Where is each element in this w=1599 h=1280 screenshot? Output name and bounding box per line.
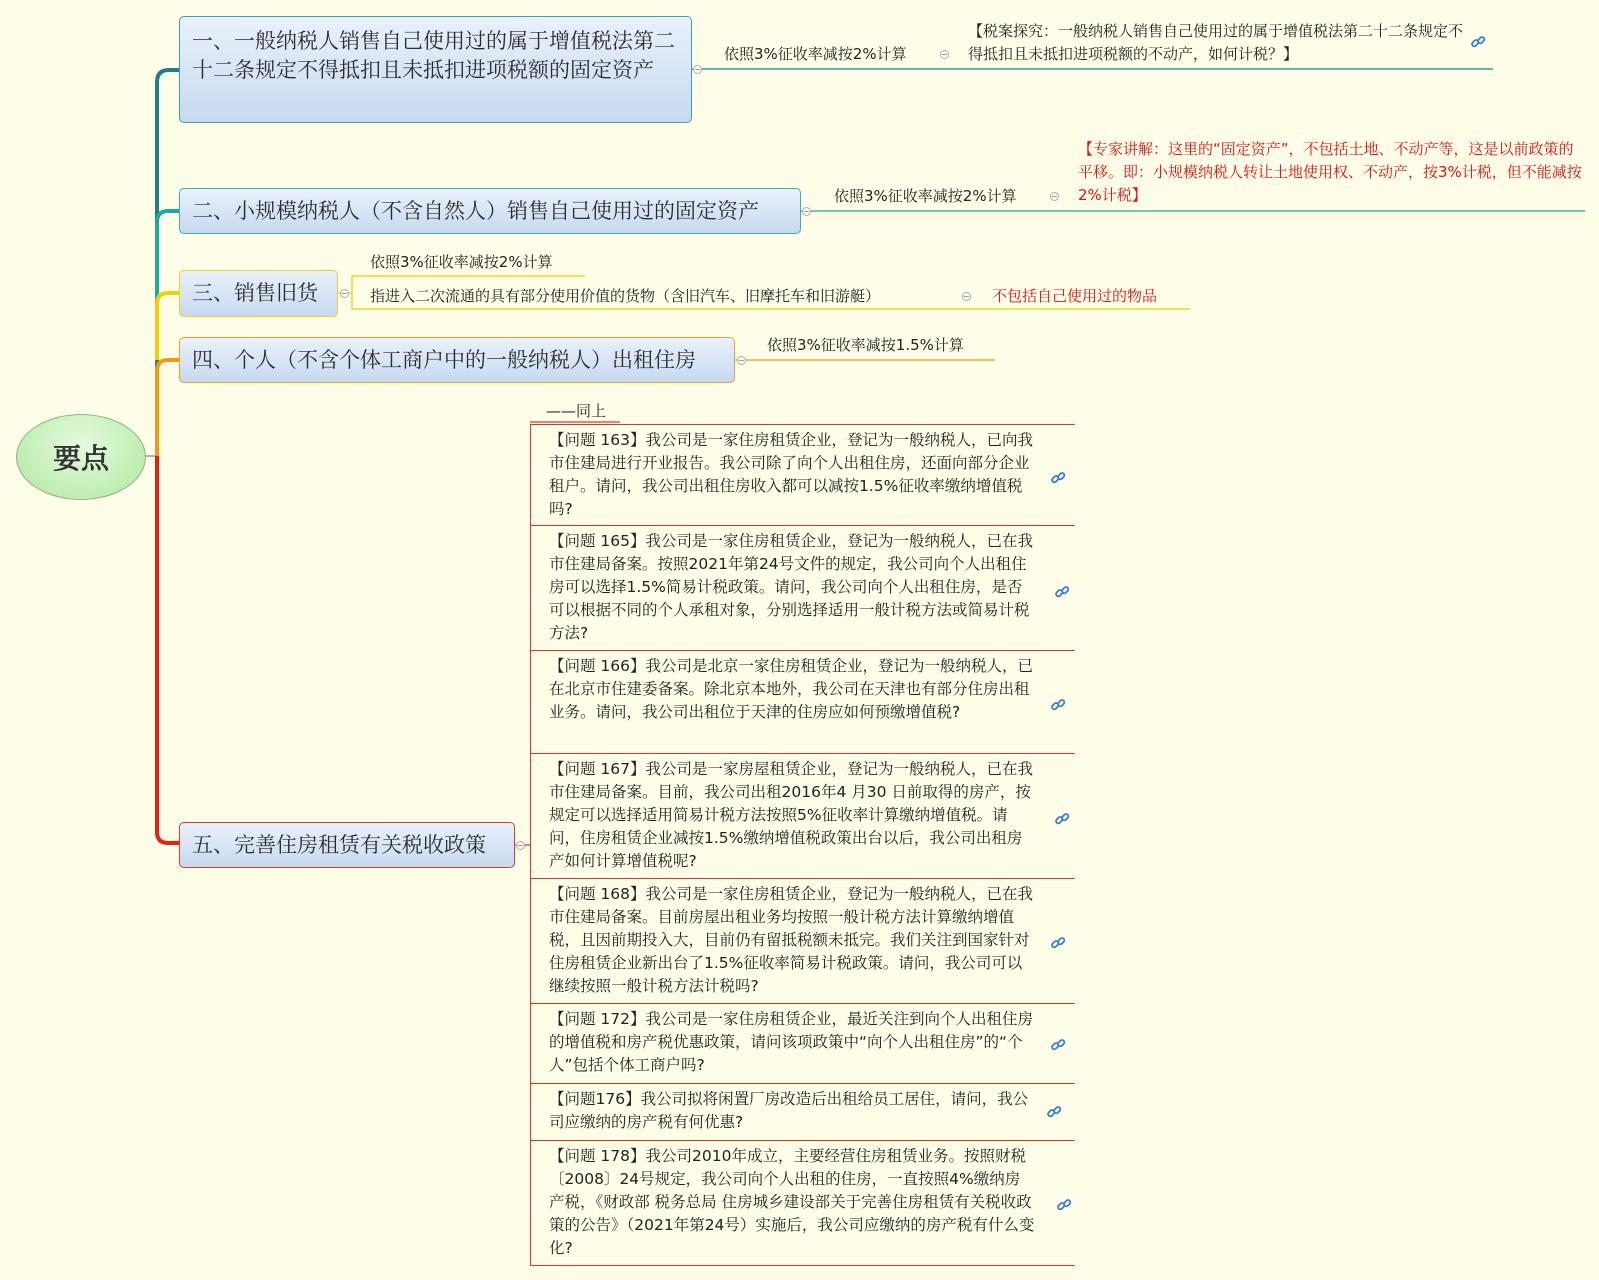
collapse-toggle-icon[interactable] xyxy=(940,50,949,59)
topic-2-node[interactable] xyxy=(179,188,801,234)
question-text: 【问题 167】我公司是一家房屋租赁企业，登记为一般纳税人，已在我市住建局备案。目前，我公司出租2016年4 月30 日前取得的房产，按规定可以选择适用简易计税方法按照5%征收率计算缴纳增值税。请问，住房租赁企业减按1.5%缴纳增值税政策出台以后，我公司出租房产如何计算增值税呢? xyxy=(549,760,1034,870)
link-icon[interactable] xyxy=(1470,34,1486,50)
question-text: 【问题 166】我公司是北京一家住房租赁企业，登记为一般纳税人，已在北京市住建委备案。除北京本地外，我公司在天津也有部分住房出租业务。请问，我公司出租位于天津的住房应如何预缴增值税? xyxy=(549,657,1034,721)
link-icon[interactable] xyxy=(1056,1197,1072,1213)
root-label: 要点 xyxy=(52,442,109,475)
topic-1-node[interactable] xyxy=(179,16,692,123)
link-icon[interactable] xyxy=(1050,1037,1066,1053)
question-167[interactable] xyxy=(530,754,1075,879)
root-node[interactable] xyxy=(16,414,146,500)
collapse-toggle-icon[interactable] xyxy=(516,841,525,850)
question-text: 【问题176】我公司拟将闲置厂房改造后出租给员工居住，请问，我公司应缴纳的房产税有何优惠? xyxy=(549,1090,1029,1131)
link-icon[interactable] xyxy=(1054,584,1070,600)
topic-4-label: 四、个人（不含个体工商户中的一般纳税人）出租住房 xyxy=(192,347,696,372)
question-text: 【问题 172】我公司是一家住房租赁企业，最近关注到向个人出租住房的增值税和房产税优惠政策，请问该项政策中“向个人出租住房”的“个人”包括个体工商户吗? xyxy=(549,1010,1034,1074)
topic-3-child-exclusion[interactable]: 不包括自己使用过的物品 xyxy=(992,287,1158,305)
topic-1-child-case-study[interactable]: 【税案探究：一般纳税人销售自己使用过的属于增值税法第二十二条规定不得抵扣且未抵扣进项税额的不动产，如何计税？】 xyxy=(968,22,1464,63)
topic-4-node[interactable] xyxy=(179,337,735,383)
link-icon[interactable] xyxy=(1050,470,1066,486)
question-text: 【问题 168】我公司是一家住房租赁企业，登记为一般纳税人，已在我市住建局备案。目前房屋出租业务均按照一般计税方法计算缴纳增值税，且因前期投入大，目前仍有留抵税额未抵完。我们关注到国家针对住房租赁企业新出台了1.5%征收率简易计税政策。请问，我公司可以继续按照一般计税方法计税吗? xyxy=(549,885,1034,995)
link-icon[interactable] xyxy=(1054,811,1070,827)
topic-2-label: 二、小规模纳税人（不含自然人）销售自己使用过的固定资产 xyxy=(192,198,759,223)
collapse-toggle-icon[interactable] xyxy=(737,356,746,365)
collapse-toggle-icon[interactable] xyxy=(340,289,349,298)
collapse-toggle-icon[interactable] xyxy=(1050,192,1059,201)
topic-5-label: 五、完善住房租赁有关税收政策 xyxy=(192,832,486,857)
question-165[interactable] xyxy=(530,526,1075,651)
topic-2-child-expert-note[interactable]: 【专家讲解：这里的“固定资产”，不包括土地、不动产等，这是以前政策的平移。即：小规模纳税人转让土地使用权、不动产，按3%计税，但不能减按2%计税】 xyxy=(1078,140,1582,204)
topic-3-label: 三、销售旧货 xyxy=(192,281,318,305)
question-166[interactable] xyxy=(530,651,1075,754)
question-text: 【问题 178】我公司2010年成立，主要经营住房租赁业务。按照财税〔2008〕24号规定，我公司向个人出租的住房，一直按照4%缴纳房产税，《财政部 税务总局 住房城乡建设部关于完善住房租赁有关税收政策的公告》（2021年第24号）实施后，我公司应缴纳的房产税有什么变化? xyxy=(549,1147,1035,1257)
link-icon[interactable] xyxy=(1050,697,1066,713)
topic-1-label: 一、一般纳税人销售自己使用过的属于增值税法第二十二条规定不得抵扣且未抵扣进项税额的固定资产 xyxy=(192,29,675,82)
topic-2-child-rate[interactable]: 依照3%征收率减按2%计算 xyxy=(834,187,1017,205)
collapse-toggle-icon[interactable] xyxy=(802,207,811,216)
collapse-toggle-icon[interactable] xyxy=(962,292,971,301)
topic-1-child-rate[interactable]: 依照3%征收率减按2%计算 xyxy=(724,45,907,63)
topic-4-child-rate[interactable]: 依照3%征收率减按1.5%计算 xyxy=(767,336,964,354)
question-text: 【问题 163】我公司是一家住房租赁企业，登记为一般纳税人，已向我市住建局进行开业报告。我公司除了向个人出租住房，还面向部分企业租户。请问，我公司出租住房收入都可以减按1.5%征收率缴纳增值税吗? xyxy=(549,431,1034,518)
question-178[interactable] xyxy=(530,1141,1075,1266)
question-172[interactable] xyxy=(530,1004,1075,1084)
link-icon[interactable] xyxy=(1050,935,1066,951)
topic-3-child-rate[interactable]: 依照3%征收率减按2%计算 xyxy=(370,253,553,271)
question-163[interactable] xyxy=(530,424,1075,526)
collapse-toggle-icon[interactable] xyxy=(693,65,702,74)
topic-5-node[interactable] xyxy=(179,822,515,868)
topic-5-child-same-above[interactable]: ——同上 xyxy=(546,402,607,420)
topic-3-child-definition[interactable]: 指进入二次流通的具有部分使用价值的货物（含旧汽车、旧摩托车和旧游艇） xyxy=(370,287,881,305)
link-icon[interactable] xyxy=(1046,1104,1062,1120)
question-text: 【问题 165】我公司是一家住房租赁企业，登记为一般纳税人，已在我市住建局备案。按照2021年第24号文件的规定，我公司向个人出租住房可以选择1.5%简易计税政策。请问，我公司向个人出租住房，是否可以根据不同的个人承租对象，分别选择适用一般计税方法或简易计税方法? xyxy=(549,532,1034,642)
question-168[interactable] xyxy=(530,879,1075,1004)
topic-3-node[interactable] xyxy=(179,270,338,317)
question-176[interactable] xyxy=(530,1084,1075,1141)
